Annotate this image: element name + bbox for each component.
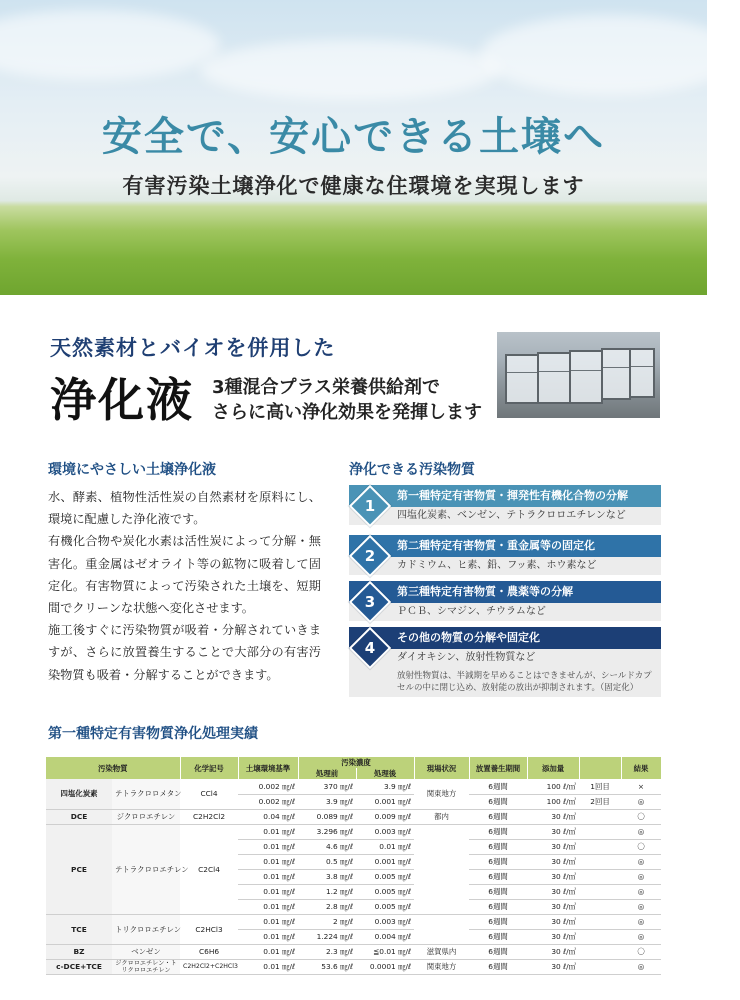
cell-name: トリクロロエチレン <box>112 914 180 944</box>
cell-round: 2回目 <box>579 794 621 809</box>
cell-period: 6週間 <box>469 869 527 884</box>
cell-after: 0.001 ㎎/ℓ <box>356 794 414 809</box>
pollutant-number: 3 <box>364 593 376 611</box>
cell-period: 6週間 <box>469 824 527 839</box>
cell-standard: 0.002 ㎎/ℓ <box>238 794 298 809</box>
cell-result: ◎ <box>621 899 661 914</box>
cell-period: 6週間 <box>469 914 527 929</box>
pollutant-desc: 四塩化炭素、ベンゼン、テトラクロロエチレンなど <box>349 507 661 525</box>
cell-name: ベンゼン <box>112 944 180 959</box>
table-row <box>46 779 661 794</box>
cell-amount: 30 ℓ/㎥ <box>527 869 579 884</box>
cell-formula: CCl4 <box>180 779 238 809</box>
cell-after: ≦0.01 ㎎/ℓ <box>356 944 414 959</box>
intro-line-2: さらに高い浄化効果を発揮します <box>212 402 482 423</box>
cell-before: 2 ㎎/ℓ <box>298 914 356 929</box>
pollutant-title: その他の物質の分解や固定化 <box>349 627 661 649</box>
cell-standard: 0.01 ㎎/ℓ <box>238 824 298 839</box>
header-concentration: 汚染濃度 <box>298 757 414 768</box>
cell-standard: 0.01 ㎎/ℓ <box>238 869 298 884</box>
cell-result: 〇 <box>621 839 661 854</box>
tank-photo <box>497 332 660 418</box>
header-amount: 添加量 <box>527 757 579 779</box>
cell-result: ◎ <box>621 914 661 929</box>
cell-amount: 30 ℓ/㎥ <box>527 899 579 914</box>
header-formula: 化学記号 <box>180 757 238 779</box>
cell-site: 関東地方 <box>414 779 469 809</box>
cell-result: ◎ <box>621 794 661 809</box>
cell-group: DCE <box>46 809 112 824</box>
cloud-decoration <box>200 40 500 100</box>
cell-before: 53.6 ㎎/ℓ <box>298 959 356 974</box>
cell-group: c-DCE+TCE <box>46 959 112 974</box>
cell-formula: C2H2Cl2 <box>180 809 238 824</box>
cell-after: 0.0001 ㎎/ℓ <box>356 959 414 974</box>
cell-before: 0.5 ㎎/ℓ <box>298 854 356 869</box>
pollutant-item-3 <box>349 581 661 621</box>
cell-period: 6週間 <box>469 839 527 854</box>
cell-result: 〇 <box>621 809 661 824</box>
right-section-heading: 浄化できる汚染物質 <box>349 462 475 478</box>
cell-after: 3.9 ㎎/ℓ <box>356 779 414 794</box>
cell-after: 0.009 ㎎/ℓ <box>356 809 414 824</box>
cell-amount: 30 ℓ/㎥ <box>527 824 579 839</box>
cell-result: 〇 <box>621 944 661 959</box>
table-row <box>46 914 661 929</box>
cell-before: 1.2 ㎎/ℓ <box>298 884 356 899</box>
cloud-decoration <box>480 15 740 95</box>
cell-after: 0.005 ㎎/ℓ <box>356 884 414 899</box>
cell-formula: C2HCl3 <box>180 914 238 944</box>
cell-round <box>579 824 621 839</box>
pollutant-title: 第一種特定有害物質・揮発性有機化合物の分解 <box>349 485 661 507</box>
intro-line-1: 3種混合プラス栄養供給剤で <box>212 377 440 398</box>
cell-standard: 0.01 ㎎/ℓ <box>238 929 298 944</box>
cloud-decoration <box>0 10 220 80</box>
cell-round <box>579 899 621 914</box>
cell-before: 2.8 ㎎/ℓ <box>298 899 356 914</box>
cell-round <box>579 959 621 974</box>
cell-name: ジクロロエチレン <box>112 809 180 824</box>
cell-group: TCE <box>46 914 112 944</box>
cell-standard: 0.01 ㎎/ℓ <box>238 839 298 854</box>
cell-amount: 30 ℓ/㎥ <box>527 929 579 944</box>
cell-result: ◎ <box>621 869 661 884</box>
pollutant-desc: カドミウム、ヒ素、鉛、フッ素、ホウ素など <box>349 557 661 575</box>
cell-name: テトラクロロメタン <box>112 779 180 809</box>
pollutant-item-1 <box>349 485 661 525</box>
cell-amount: 100 ℓ/㎥ <box>527 794 579 809</box>
cell-site: 都内 <box>414 809 469 824</box>
cell-before: 4.6 ㎎/ℓ <box>298 839 356 854</box>
cell-site <box>414 824 469 914</box>
header-standard: 土壌環境基準 <box>238 757 298 779</box>
header-site: 現場状況 <box>414 757 469 779</box>
cell-standard: 0.01 ㎎/ℓ <box>238 884 298 899</box>
pollutant-item-2 <box>349 535 661 575</box>
pollutant-number: 2 <box>364 547 376 565</box>
cell-result: ◎ <box>621 884 661 899</box>
cell-result: × <box>621 779 661 794</box>
cell-amount: 30 ℓ/㎥ <box>527 839 579 854</box>
header-substance: 汚染物質 <box>46 757 180 779</box>
pollutant-title: 第二種特定有害物質・重金属等の固定化 <box>349 535 661 557</box>
body-paragraph-2: 有機化合物や炭化水素は活性炭によって分解・無害化。重金属はゼオライト等の鉱物に吸着して固定化。有害物質によって汚染された土壌を、短期間でクリーンな状態へ変化させます。 <box>48 534 321 616</box>
cell-round <box>579 884 621 899</box>
cell-period: 6週間 <box>469 959 527 974</box>
cell-round <box>579 929 621 944</box>
cell-round: 1回目 <box>579 779 621 794</box>
tank-shape <box>601 348 631 400</box>
cell-group: PCE <box>46 824 112 914</box>
table-title: 第一種特定有害物質浄化処理実績 <box>48 726 258 742</box>
cell-after: 0.003 ㎎/ℓ <box>356 824 414 839</box>
cell-standard: 0.01 ㎎/ℓ <box>238 899 298 914</box>
cell-period: 6週間 <box>469 899 527 914</box>
left-section-heading: 環境にやさしい土壌浄化液 <box>48 462 216 478</box>
tank-shape <box>537 352 571 404</box>
cell-after: 0.005 ㎎/ℓ <box>356 899 414 914</box>
cell-before: 3.8 ㎎/ℓ <box>298 869 356 884</box>
cell-after: 0.001 ㎎/ℓ <box>356 854 414 869</box>
cell-group: BZ <box>46 944 112 959</box>
cell-period: 6週間 <box>469 794 527 809</box>
header-before: 処理前 <box>298 768 356 779</box>
table-row <box>46 959 661 974</box>
cell-standard: 0.01 ㎎/ℓ <box>238 854 298 869</box>
table-row <box>46 944 661 959</box>
header-result: 結果 <box>621 757 661 779</box>
pollutant-title: 第三種特定有害物質・農薬等の分解 <box>349 581 661 603</box>
cell-period: 6週間 <box>469 944 527 959</box>
cell-round <box>579 944 621 959</box>
cell-after: 0.003 ㎎/ℓ <box>356 914 414 929</box>
cell-before: 1.224 ㎎/ℓ <box>298 929 356 944</box>
cell-before: 370 ㎎/ℓ <box>298 779 356 794</box>
cell-amount: 30 ℓ/㎥ <box>527 944 579 959</box>
cell-round <box>579 854 621 869</box>
cell-before: 0.089 ㎎/ℓ <box>298 809 356 824</box>
cell-result: ◎ <box>621 854 661 869</box>
cell-period: 6週間 <box>469 809 527 824</box>
cell-name: ジクロロエチレン・トリクロロエチレン <box>112 959 180 974</box>
cell-standard: 0.01 ㎎/ℓ <box>238 914 298 929</box>
cell-formula: C6H6 <box>180 944 238 959</box>
cell-after: 0.005 ㎎/ℓ <box>356 869 414 884</box>
cell-period: 6週間 <box>469 854 527 869</box>
cell-group: 四塩化炭素 <box>46 779 112 809</box>
cell-round <box>579 809 621 824</box>
cell-amount: 30 ℓ/㎥ <box>527 809 579 824</box>
tank-shape <box>629 348 655 398</box>
hero-subtitle: 有害汚染土壌浄化で健康な住環境を実現します <box>122 174 585 198</box>
body-paragraph-1: 水、酵素、植物性活性炭の自然素材を原料にし、環境に配慮した浄化液です。 <box>48 490 321 527</box>
table-row <box>46 809 661 824</box>
cell-amount: 30 ℓ/㎥ <box>527 854 579 869</box>
cell-site: 滋賀県内 <box>414 944 469 959</box>
cell-before: 2.3 ㎎/ℓ <box>298 944 356 959</box>
cell-period: 6週間 <box>469 929 527 944</box>
pollutant-desc: ダイオキシン、放射性物質など <box>349 649 661 667</box>
cell-round <box>579 839 621 854</box>
cell-standard: 0.04 ㎎/ℓ <box>238 809 298 824</box>
cell-round <box>579 914 621 929</box>
results-table <box>46 757 662 975</box>
table-row <box>46 824 661 839</box>
intro-lead: 天然素材とバイオを併用した <box>50 336 336 360</box>
cell-site <box>414 914 469 944</box>
cell-site: 関東地方 <box>414 959 469 974</box>
hero-banner <box>0 0 707 295</box>
cell-before: 3.9 ㎎/ℓ <box>298 794 356 809</box>
cell-standard: 0.01 ㎎/ℓ <box>238 959 298 974</box>
cell-name: テトラクロロエチレン <box>112 824 180 914</box>
header-after: 処理後 <box>356 768 414 779</box>
tank-shape <box>505 354 539 404</box>
cell-before: 3.296 ㎎/ℓ <box>298 824 356 839</box>
cell-result: ◎ <box>621 959 661 974</box>
body-text <box>48 486 321 686</box>
cell-round <box>579 869 621 884</box>
cell-standard: 0.002 ㎎/ℓ <box>238 779 298 794</box>
body-paragraph-3: 施工後すぐに汚染物質が吸着・分解されていきますが、さらに放置養生することで大部分の有害汚染物質も吸着・分解することができます。 <box>48 623 321 682</box>
cell-after: 0.01 ㎎/ℓ <box>356 839 414 854</box>
pollutant-number: 1 <box>364 497 376 515</box>
cell-standard: 0.01 ㎎/ℓ <box>238 944 298 959</box>
cell-period: 6週間 <box>469 884 527 899</box>
cell-formula: C2Cl4 <box>180 824 238 914</box>
hero-title: 安全で、安心できる土壌へ <box>101 114 606 160</box>
cell-amount: 30 ℓ/㎥ <box>527 884 579 899</box>
pollutant-item-4 <box>349 627 661 697</box>
cell-period: 6週間 <box>469 779 527 794</box>
tank-shape <box>569 350 603 404</box>
intro-product-name: 浄化液 <box>50 373 194 427</box>
cell-result: ◎ <box>621 824 661 839</box>
pollutant-number: 4 <box>364 639 376 657</box>
cell-formula: C2H2Cl2+C2HCl3 <box>180 959 238 974</box>
pollutant-note: 放射性物質は、半減期を早めることはできませんが、シールドカプセルの中に閉じ込め、放射能の放出が抑制されます。（固定化） <box>349 667 661 697</box>
header-period: 放置養生期間 <box>469 757 527 779</box>
cell-amount: 30 ℓ/㎥ <box>527 914 579 929</box>
pollutant-desc: ＰＣＢ、シマジン、チウラムなど <box>349 603 661 621</box>
cell-amount: 30 ℓ/㎥ <box>527 959 579 974</box>
cell-after: 0.004 ㎎/ℓ <box>356 929 414 944</box>
cell-result: ◎ <box>621 929 661 944</box>
cell-amount: 100 ℓ/㎥ <box>527 779 579 794</box>
header-round <box>579 757 621 779</box>
